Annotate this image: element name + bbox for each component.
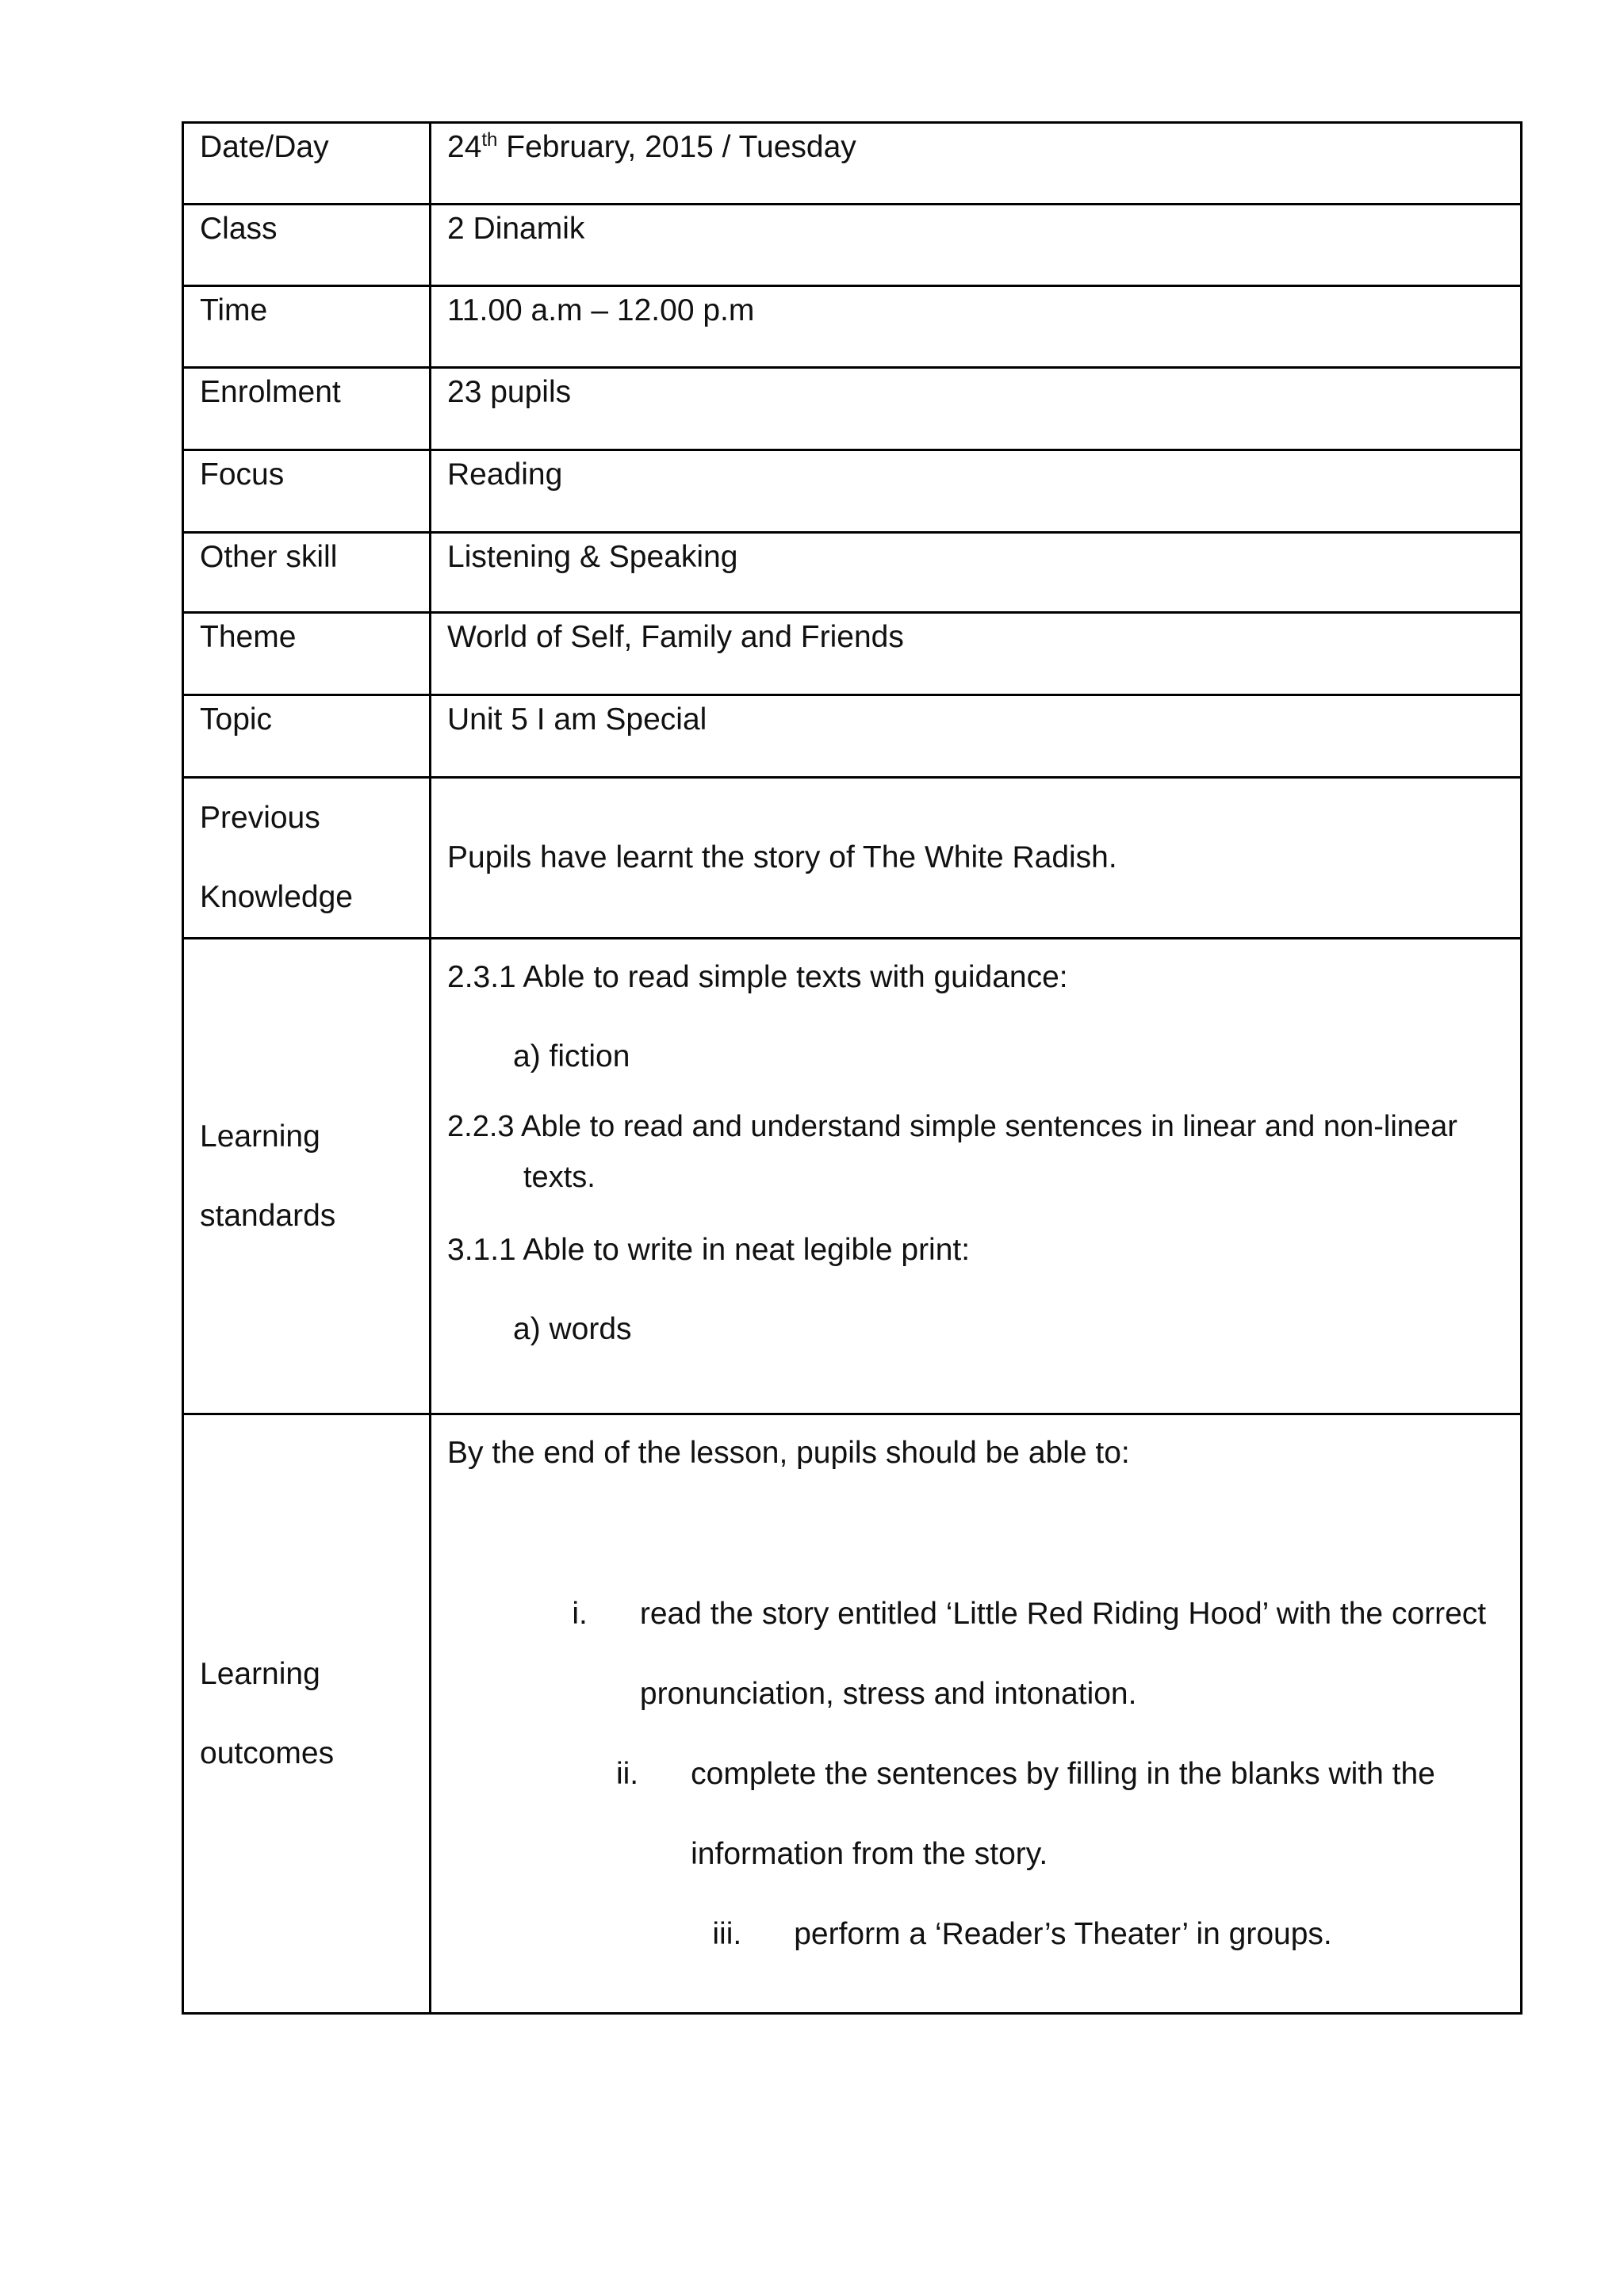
- label-time-text: Time: [200, 293, 268, 327]
- outcomes-intro: By the end of the lesson, pupils should be able to:: [447, 1436, 1130, 1470]
- label-date-text: Date/Day: [200, 130, 329, 164]
- value-learning-outcomes: [431, 1414, 1522, 2014]
- label-standards-text: standards: [200, 1198, 336, 1233]
- label-previous-knowledge: [183, 778, 431, 939]
- value-class: [431, 205, 1522, 286]
- outcome-1-line1: read the story entitled ‘Little Red Riding Hood’ with the correct: [639, 1597, 1487, 1631]
- value-theme-text: World of Self, Family and Friends: [447, 620, 904, 654]
- label-learning-text: Learning: [200, 1119, 320, 1154]
- label-theme-text: Theme: [200, 620, 297, 654]
- outcome-item: [447, 1734, 1520, 1894]
- outcome-item: [447, 1894, 1520, 1974]
- label-learning-standards: [183, 939, 431, 1414]
- row-other-skill: [183, 533, 1522, 613]
- value-time: [431, 286, 1522, 368]
- outcome-3-line1: perform a ‘Reader’s Theater’ in groups.: [794, 1917, 1332, 1951]
- label-topic-text: Topic: [200, 702, 273, 737]
- standard-2-2-3-cont: texts.: [523, 1161, 596, 1194]
- row-theme: [183, 613, 1522, 695]
- outcome-text: [691, 1734, 1520, 1894]
- value-enrolment-text: 23 pupils: [447, 375, 572, 409]
- row-enrolment: [183, 368, 1522, 450]
- label-enrolment: [183, 368, 431, 450]
- value-enrolment: [431, 368, 1522, 450]
- outcome-number: i.: [572, 1597, 588, 1631]
- value-learning-standards: [431, 939, 1522, 1414]
- label-topic: [183, 695, 431, 778]
- date-rest: February, 2015 / Tuesday: [497, 130, 856, 164]
- row-time: [183, 286, 1522, 368]
- standard-2-3-1-sub: a) fiction: [513, 1039, 630, 1073]
- value-focus-text: Reading: [447, 457, 563, 492]
- value-previous-knowledge-text: Pupils have learnt the story of The White Radish.: [447, 840, 1117, 874]
- lesson-plan-table: [182, 121, 1522, 2015]
- label-enrolment-text: Enrolment: [200, 375, 341, 409]
- label-learning-outcomes: [183, 1414, 431, 2014]
- label-other-skill-text: Other skill: [200, 540, 338, 574]
- date-ordinal-suffix: th: [481, 129, 498, 151]
- label-knowledge-text: Knowledge: [200, 880, 353, 914]
- outcome-2-line2: information from the story.: [691, 1837, 1048, 1871]
- value-theme: [431, 613, 1522, 695]
- value-focus: [431, 450, 1522, 533]
- label-other-skill: [183, 533, 431, 613]
- outcome-text: [794, 1894, 1520, 1974]
- label-date: [183, 123, 431, 205]
- label-outcomes-text: outcomes: [200, 1735, 335, 1770]
- row-topic: [183, 695, 1522, 778]
- standard-2-3-1: 2.3.1 Able to read simple texts with guidance:: [447, 960, 1068, 994]
- label-learning-outcomes-text: Learning: [200, 1656, 320, 1691]
- outcome-text: [640, 1574, 1520, 1734]
- value-previous-knowledge: [431, 778, 1522, 939]
- label-focus-text: Focus: [200, 457, 285, 492]
- date-day-number: 24: [447, 130, 482, 164]
- outcome-number: ii.: [615, 1757, 639, 1791]
- value-topic-text: Unit 5 I am Special: [447, 702, 707, 737]
- label-class-text: Class: [200, 212, 278, 246]
- outcome-1-line2: pronunciation, stress and intonation.: [639, 1677, 1137, 1711]
- outcome-number: iii.: [712, 1917, 742, 1951]
- label-class: [183, 205, 431, 286]
- standard-3-1-1: 3.1.1 Able to write in neat legible print:: [447, 1233, 971, 1267]
- label-previous-text: Previous: [200, 801, 320, 835]
- row-class: [183, 205, 1522, 286]
- label-time: [183, 286, 431, 368]
- outcome-item: [447, 1574, 1520, 1734]
- row-learning-standards: [183, 939, 1522, 1414]
- row-date: [183, 123, 1522, 205]
- label-focus: [183, 450, 431, 533]
- standard-2-2-3: 2.2.3 Able to read and understand simple sentences in linear and non-linear: [447, 1110, 1457, 1143]
- label-theme: [183, 613, 431, 695]
- standard-3-1-1-sub: a) words: [513, 1312, 632, 1346]
- value-date: [431, 123, 1522, 205]
- value-time-text: 11.00 a.m – 12.00 p.m: [447, 293, 755, 327]
- row-learning-outcomes: [183, 1414, 1522, 2014]
- value-class-text: 2 Dinamik: [447, 212, 585, 246]
- value-other-skill: [431, 533, 1522, 613]
- outcome-2-line1: complete the sentences by filling in the blanks with the: [691, 1757, 1435, 1791]
- row-focus: [183, 450, 1522, 533]
- row-previous-knowledge: [183, 778, 1522, 939]
- value-other-skill-text: Listening & Speaking: [447, 540, 738, 574]
- value-topic: [431, 695, 1522, 778]
